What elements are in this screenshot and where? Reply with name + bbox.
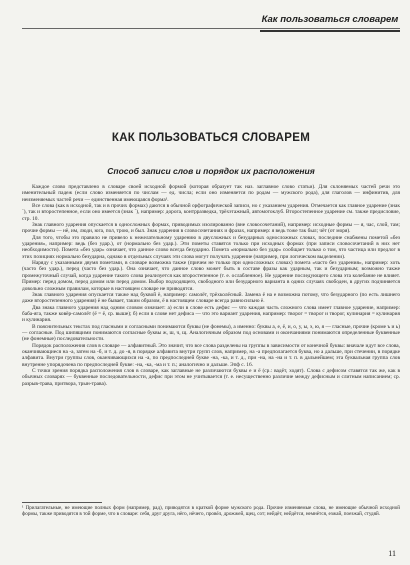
paragraph: В пояснительных текстах под гласными и согласными понимаются буквы (не фонемы), а именно: буквы а, е, ё, и, о, у, ы, э, ю, я — гласные, прочие (кроме ъ и ь) — согласные. Под шипящими понимаются согласные буквы ж, ш, ч, щ. Аналогичным образом под основами и окончаниями понимаются определенные буквенные (не фонемные) последовательности. <box>22 323 400 343</box>
paragraph: С точки зрения порядка расположения слов в словаре, как заглавные не различаются буквы е и ё (ср.: вадёт, ходят). Слова с дефисом ставятся так же, как в обычных словарях — буквенные последовательности, дефис при этом не учитывается (т. е. несущественно различие между дефисным и слитным написанием; ср. разрыв-трава, притвора, трын-трава). <box>22 367 400 387</box>
paragraph: Все слова (как в исходной, так и в прочих формах) даются в обычной орфографической записи, но с указанием ударения. Отмечается как главное ударение (знак ´), так и второстепенное, если оно имеется (знак `), например: дорога, контрразведка, трёхэтажный, автомотоклуб. Второстепенное ударение см. также предисловие, стр. 10. <box>22 203 400 222</box>
running-head-text: Как пользоваться словарем <box>261 13 399 25</box>
paragraph: Каждое слово представлено в словаре своей исходной формой (которая образует так наз. заглавное слово статьи). Для склоняемых частей речи это именительный падеж (если слово изменяется по числам — ед. числа; если оно изменяется по родам — мужского рода), для глаголов — инфинитив, для неизменяемых частей речи — единственная имеющаяся форма¹. <box>22 184 400 203</box>
paragraph: Порядок расположения слов в словаре — алфавитный. Это значит, что все слова разделены на группы в зависимости от конечной буквы: вначале идут все слова, оканчивающиеся на -а, затем на -б, и т. д. до -я, в порядке алфавита внутри групп слов, например, на -а предполагается буква, но а дальше, при стечении, в порядке алфавита. Внутри группы слов, оканчивающихся на -а, по предпоследней букве -на, -ка, и т. д., при -на, на -на и т. п. в дальнейшем; эта буквальная группа слов внутренне упорядочена по предпоследней букве: -на, -ка, -ма и т. п.; аналогично и дальше. Эпф с. 16. <box>22 342 400 368</box>
header-rule <box>22 28 400 29</box>
paragraph: Два знака главного ударения над одним словом означает: а) если в слове есть дефис — что каждая часть сложного слова имеет главное ударение, например: баба-яга, также ковёр-самолёт (ё = ё, ср. выше); б) если в слове нет дефиса — что это вариант ударения, например: творог = творог и творог, кулинария = кулинария и кулинария. <box>22 304 400 324</box>
paragraph: Знак главного ударения опускается в односложных формах, приводимых изолированно (вне словосочетаний), например: исходные формы — я, час, слой, там; прочие формы — нё, им, люди, юга, пол, трою, и был. Знак ударения в словосочетаниях и фразах, например: я ведь тоже так был; чёт (от моря). <box>22 222 400 235</box>
paragraph: Знак главного ударения опускается также над буквой ё, например: самолёт, трёхколёсный. Замена ё на е возможна потому, что безударного (по есть лишнего даже второстепенного ударения) ё не бывает, таким образом, ё в настоящем словаре всегда равносильно ё. <box>22 291 400 305</box>
paragraph: Наряду с указанными двумя пометами, в словаре возможна также (причем не только при односложных словах) помета «часто без ударения», например: хоть (часто без удар.), перед (часто без удар.). Она означает, что данное слово может быть в составе фразы как ударным, так и безударным; возможно также промежуточный случай, когда ударение такого слова реализуется как второстепенное (т. е. ослабленное). Не ударение последующего слова эта колебание не влияет. Пример: перед домом, перед домом или перед домом. Выбор подходящего, свободного или безударного варианта в одних случаях свободен, в других подчиняется довольно сложным правилам, которые в настоящем словаре не приводятся. <box>22 260 400 292</box>
footnote-rule <box>22 502 102 503</box>
footnote: ¹ Прилагательные, не имеющие полных форм (например, рад), приводятся в краткой форме мужского рода. Прочие изменяемые слова, не имеющие обычной исходной формы, также приводятся в той форме, что в словаре: себя, друг друга, нёго, нёчего, провёл, дрожжей, щец, сот; нейдёт, нейдётся, немнётся, езжай, поезжай, студяй. <box>22 505 400 518</box>
paragraph: Для того, чтобы это правило не привело к нежелательному ударению в двусложных и безударных односложных словах, последние снабжены пометой «без ударения», например: ведь (без удар.), от (нормально без удар.). Эти пометы ставятся только при исходных формах (при записи словосочетаний в них нет необходимости). Помета «без удар» означает, что данное слово всегда безударно. Помета «нормально без удар» сообщает только о том, что частица или предлог в этих позициях нормально безударна, однако в отдельных случаях эти слова могут получать ударение (например, при логическом выделении). <box>22 234 400 260</box>
body-text <box>22 184 400 496</box>
page-number: 11 <box>388 549 396 558</box>
section-title: КАК ПОЛЬЗОВАТЬСЯ СЛОВАРЕМ <box>111 132 311 144</box>
subsection-title: Способ записи слов и порядок их расположения <box>107 166 315 176</box>
